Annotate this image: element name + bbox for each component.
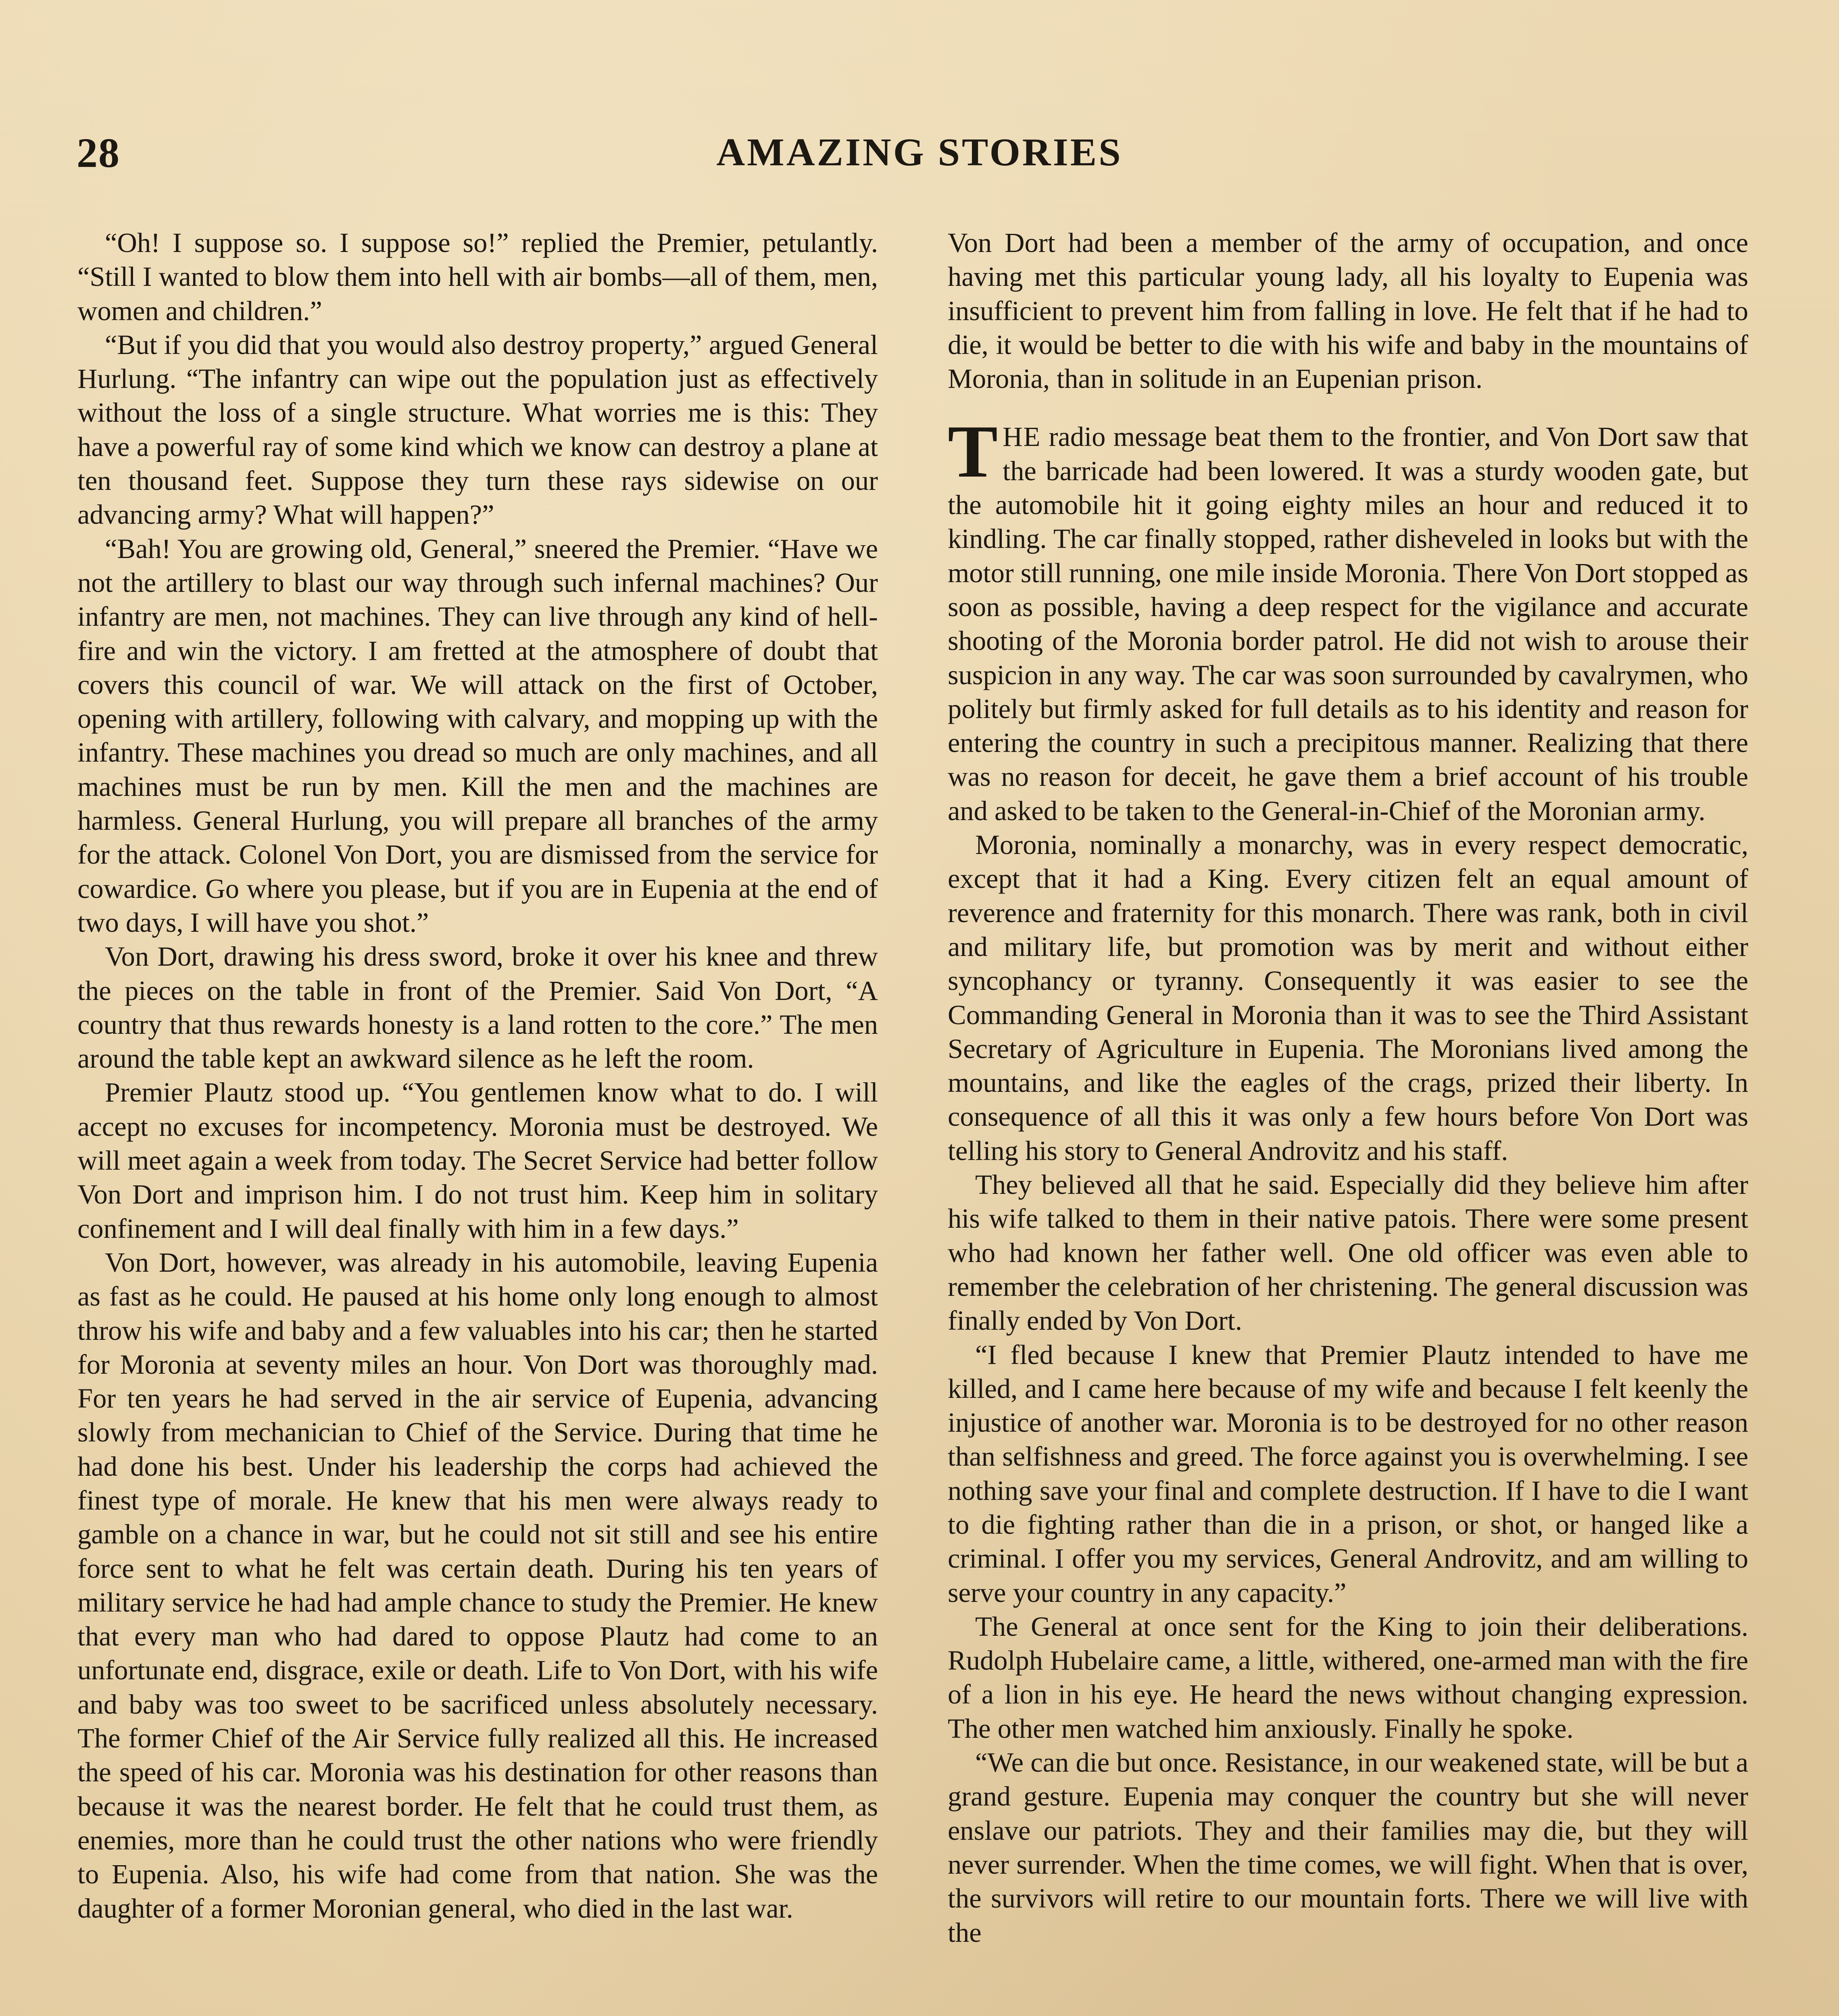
section-opening-text: radio message beat them to the frontier, and Von Dort saw that the barricade had been lowered. It was a sturdy wooden gate, but the automobile hit it going eighty miles an hour and reduced it to kindling. The car finally stopped, rather disheveled in looks but with the motor still running, one mile inside Moronia. There Von Dort stopped as soon as possible, having a deep respect for the vigilance and accurate shooting of the Moronia border patrol. He did not wish to arouse their suspicion in any way. The car was soon surrounded by cavalrymen, who politely but firmly asked for full details as to his identity and reason for entering the country in such a precipitous manner. Realizing that there was no reason for deceit, he gave them a brief account of his trouble and asked to be taken to the General-in-Chief of the Moronian army. [948, 421, 1749, 826]
section-break [948, 396, 1748, 420]
paragraph: Premier Plautz stood up. “You gentlemen know what to do. I will accept no excuses for incompetency. Moronia must be destroyed. We will meet again a week from today. The Secret Service had better follow Von Dort and imprison him. I do not trust him. Keep him in solitary confinement and I will deal finally with him in a few days.” [77, 1077, 878, 1244]
page-header [77, 121, 1762, 177]
paragraph: Moronia, nominally a monarchy, was in every respect democratic, except that it had a King. Every citizen felt an equal amount of reverence and fraternity for this monarch. There was rank, both in civil and military life, but promotion was by merit and without either syncophancy or tyranny. Consequently it was easier to see the Commanding General in Moronia than it was to see the Third Assistant Secretary of Agriculture in Eupenia. The Moronians lived among the mountains, and like the eagles of the crags, prized their liberty. In consequence of all this it was only a few hours before Von Dort was telling his story to General Androvitz and his staff. [948, 829, 1748, 1166]
paragraph: “Oh! I suppose so. I suppose so!” replied the Premier, petulantly. “Still I wanted to blow them into hell with air bombs—all of them, men, women and children.” [77, 227, 878, 326]
paragraph: “Bah! You are growing old, General,” sneered the Premier. “Have we not the artillery to blast our way through such infernal machines? Our infantry are men, not machines. They can live through any kind of hell-fire and win the victory. I am fretted at the atmosphere of doubt that covers this council of war. We will attack on the first of October, opening with artillery, following with calvary, and mopping up with the infantry. These machines you dread so much are only machines, and all machines must be run by men. Kill the men and the machines are harmless. General Hurlung, you will prepare all branches of the army for the attack. Colonel Von Dort, you are dismissed from the service for cowardice. Go where you please, but if you are in Eupenia at the end of two days, I will have you shot.” [77, 533, 878, 938]
left-column [77, 226, 878, 1925]
paragraph: Von Dort, drawing his dress sword, broke it over his knee and threw the pieces on the table in front of the Premier. Said Von Dort, “A country that thus rewards honesty is a land rotten to the core.” The men around the table kept an awkward silence as he left the room. [77, 941, 878, 1074]
page-number: 28 [77, 130, 120, 176]
drop-cap: T [948, 410, 998, 494]
continued-paragraph: Von Dort had been a member of the army of occupation, and once having met this particular young lady, all his loyalty to Eupenia was insufficient to prevent him from falling in love. He felt that if he had to die, it would be better to die with his wife and baby in the mountains of Moronia, than in solitude in an Eupenian prison. [948, 227, 1748, 394]
paragraph: Von Dort, however, was already in his automobile, leaving Eupenia as fast as he could. He paused at his home only long enough to almost throw his wife and baby and a few valuables into his car; then he started for Moronia at seventy miles an hour. Von Dort was thoroughly mad. For ten years he had served in the air service of Eupenia, advancing slowly from mechanician to Chief of the Service. During that time he had done his best. Under his leadership the corps had achieved the finest type of morale. He knew that his men were always ready to gamble on a chance in war, but he could not sit still and see his entire force sent to what he felt was certain death. During his ten years of military service he had had ample chance to study the Premier. He knew that every man who had dared to oppose Plautz had come to an unfortunate end, disgrace, exile or death. Life to Von Dort, with his wife and baby was too sweet to be sacrificed unless absolutely necessary. The former Chief of the Air Service fully realized all this. He increased the speed of his car. Moronia was his destination for other reasons than because it was the nearest border. He felt that he could trust them, as enemies, more than he could trust the other nations who were friendly to Eupenia. Also, his wife had come from that nation. She was the daughter of a former Moronian general, who died in the last war. [77, 1247, 878, 1924]
paragraph: “I fled because I knew that Premier Plautz intended to have me killed, and I came here because of my wife and because I felt keenly the injustice of another war. Moronia is to be destroyed for no other reason than selfishness and greed. The force against you is overwhelming. I see nothing save your final and complete destruction. If I have to die I want to die fighting rather than die in a prison, or shot, or hanged like a criminal. I offer you my services, General Androvitz, and am willing to serve your country in any capacity.” [948, 1339, 1748, 1608]
section-opening-paragraph [948, 410, 1749, 828]
paragraph: “But if you did that you would also destroy property,” argued General Hurlung. “The infantry can wipe out the population just as effectively without the loss of a single structure. What worries me is this: They have a powerful ray of some kind which we know can destroy a plane at ten thousand feet. Suppose they turn these rays sidewise on our advancing army? What will happen?” [77, 329, 878, 530]
running-title: AMAZING STORIES [716, 131, 1123, 174]
paragraph: They believed all that he said. Especially did they believe him after his wife talked to them in their native patois. There were some present who had known her father well. One old officer was even able to remember the celebration of her christening. The general discussion was finally ended by Von Dort. [948, 1169, 1748, 1336]
lead-caps: HE [1003, 421, 1041, 452]
right-column [948, 226, 1748, 1949]
paragraph: The General at once sent for the King to join their deliberations. Rudolph Hubelaire came, a little, withered, one-armed man with the fire of a lion in his eye. He heard the news without changing expression. The other men watched him anxiously. Finally he spoke. [948, 1611, 1748, 1744]
paragraph: “We can die but once. Resistance, in our weakened state, will be but a grand gesture. Eupenia may conquer the country but she will never enslave our patriots. They and their families may die, but they will never surrender. When the time comes, we will fight. When that is over, the survivors will retire to our mountain forts. There we will live with the [948, 1747, 1748, 1948]
